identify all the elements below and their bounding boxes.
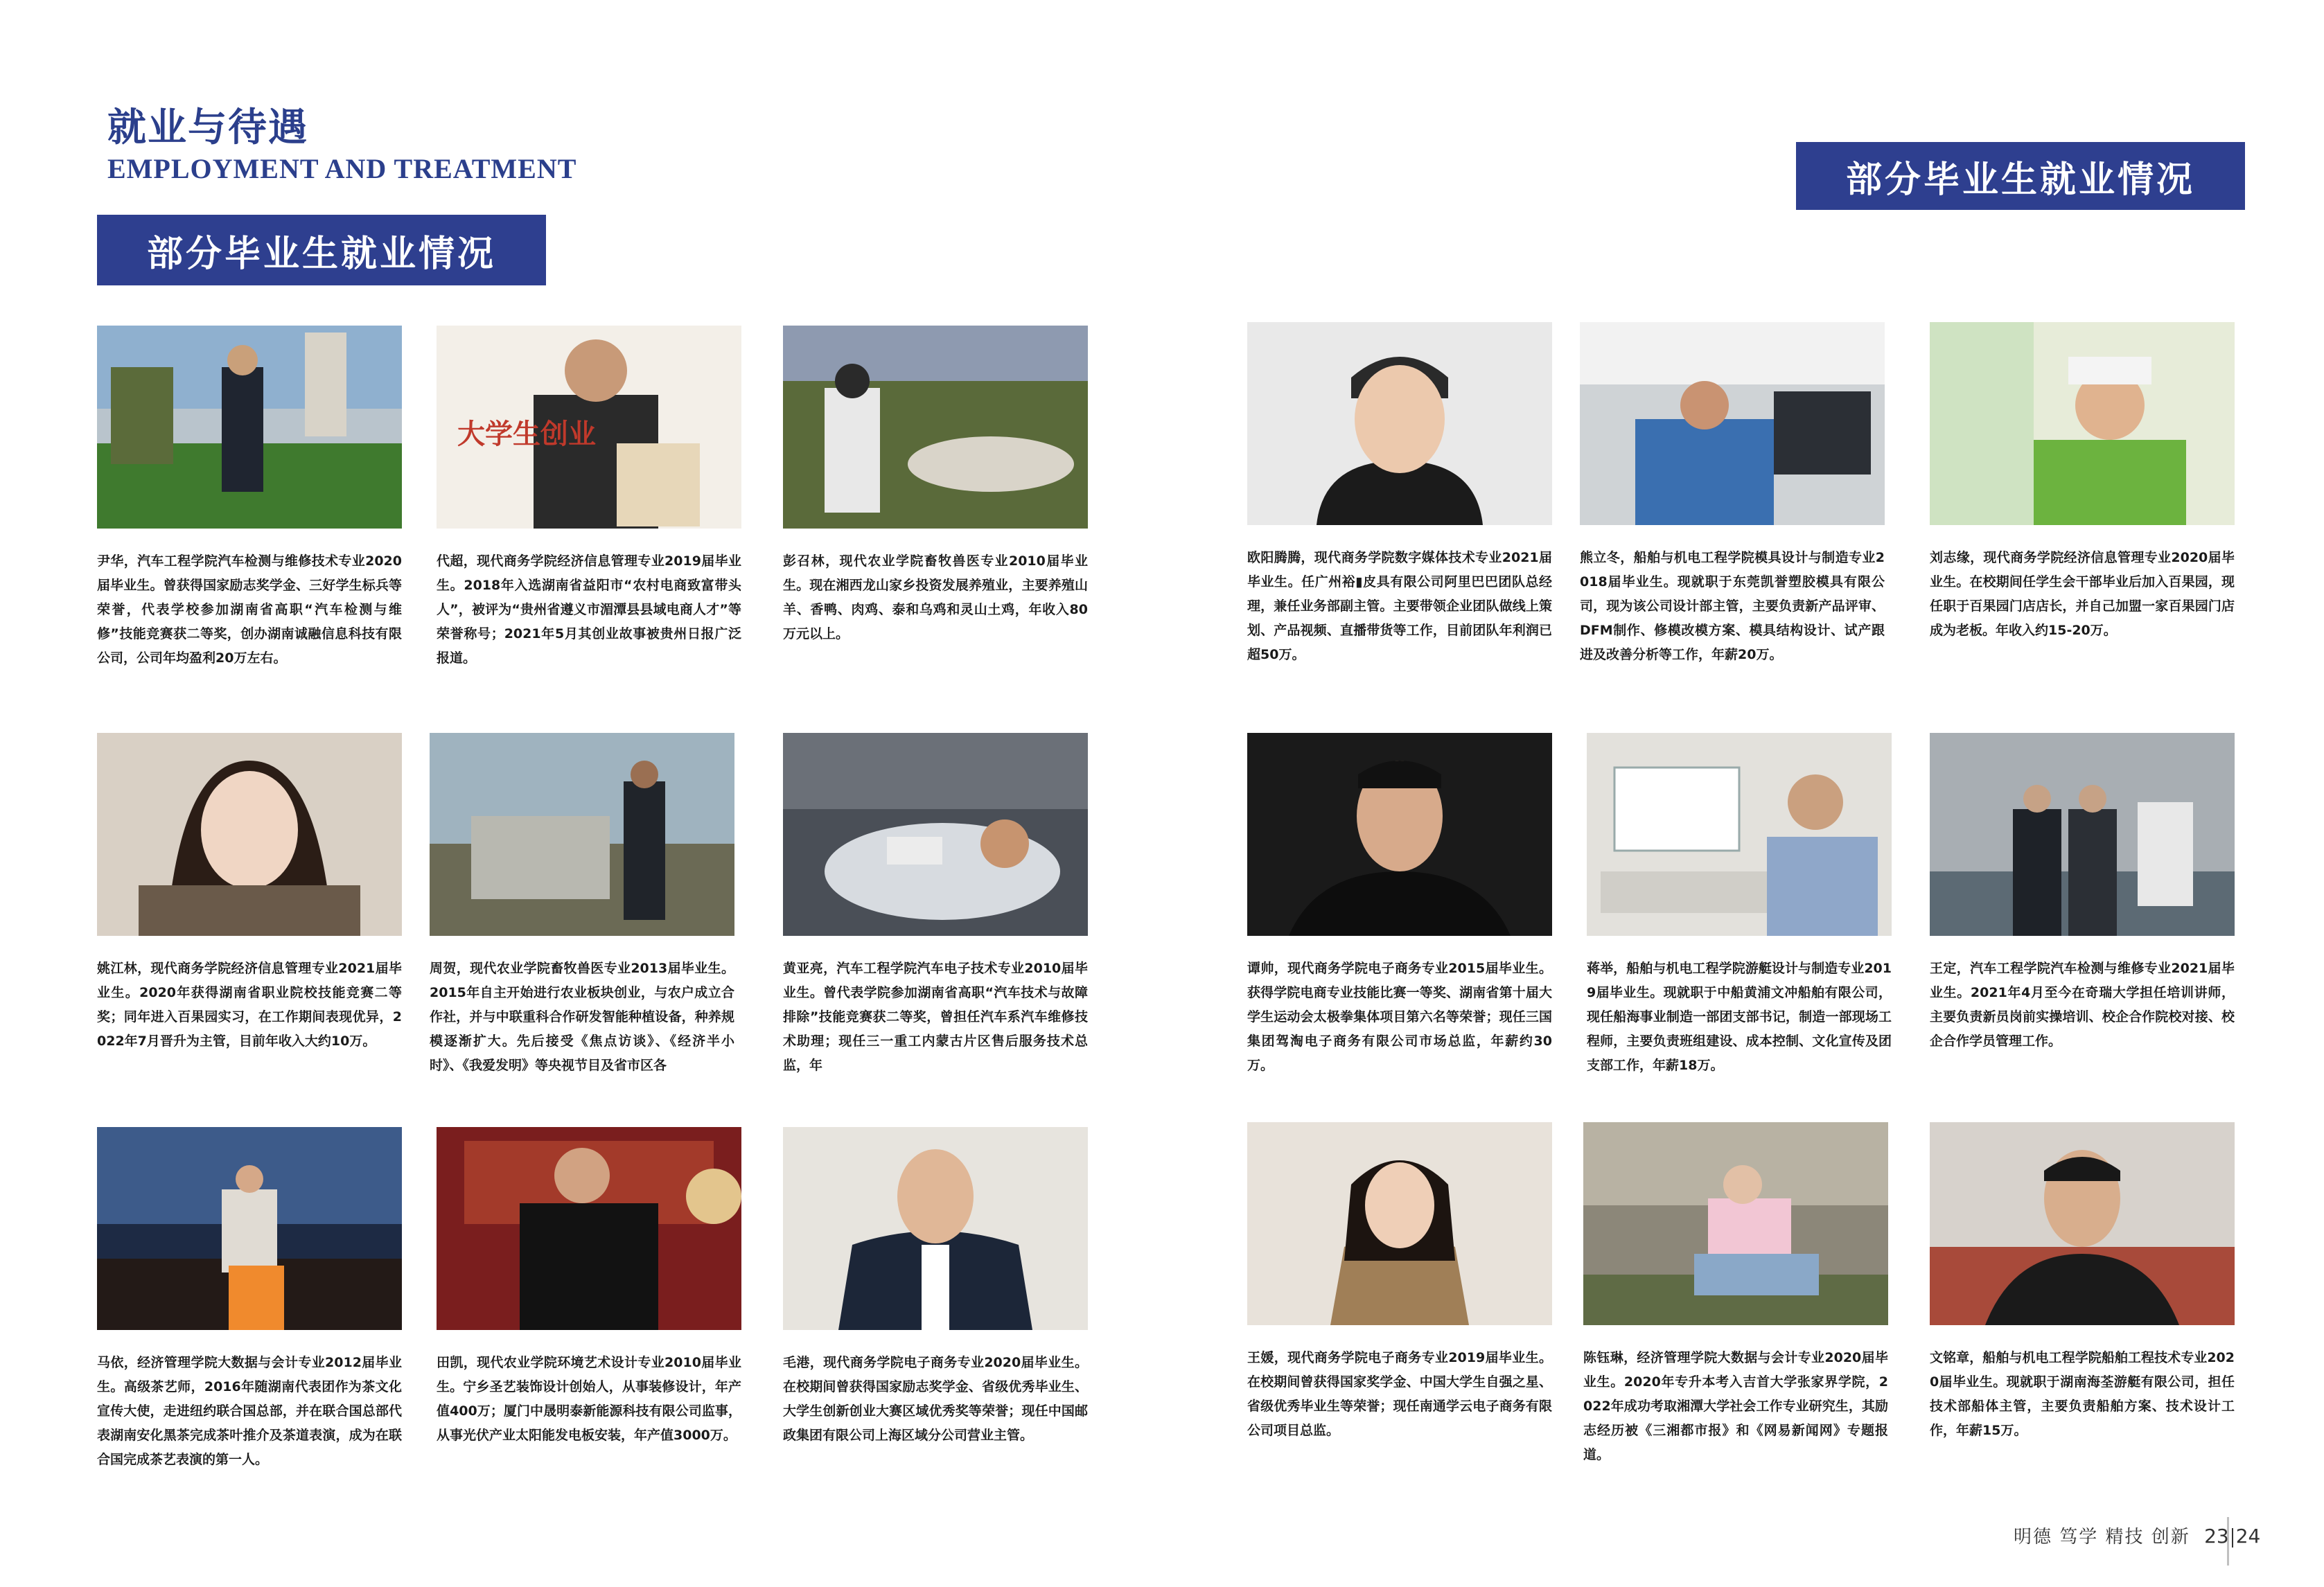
page-number-left: 23 xyxy=(2204,1525,2229,1548)
profile-card xyxy=(430,733,734,1078)
section-title-en: EMPLOYMENT AND TREATMENT xyxy=(107,153,577,184)
profile-photo xyxy=(1587,733,1892,936)
profile-photo xyxy=(437,326,741,529)
profile-card xyxy=(1587,733,1892,1078)
profile-caption: 彭召林，现代农业学院畜牧兽医专业2010届毕业生。现在湘西龙山家乡投资发展养殖业，主要养殖山羊、香鸭、肉鸡、泰和乌鸡和灵山土鸡，年收入80万元以上。 xyxy=(783,553,1088,641)
profile-card xyxy=(1583,1122,1888,1467)
profile-caption: 欧阳腾腾，现代商务学院数字媒体技术专业2021届毕业生。任广州裕▮皮具有限公司阿里巴巴团队总经理，兼任业务部副主管。主要带领企业团队做线上策划、产品视频、直播带货等工作，目前团队年利润已超50万。 xyxy=(1247,550,1552,662)
profile-card xyxy=(97,733,402,1054)
profile-caption: 王定，汽车工程学院汽车检测与维修专业2021届毕业生。2021年4月至今在奇瑞大学担任培训讲师，主要负责新员岗前实操培训、校企合作院校对接、校企合作学员管理工作。 xyxy=(1930,961,2235,1049)
profile-card xyxy=(1930,1122,2235,1443)
page-number-right: 24 xyxy=(2235,1525,2261,1548)
profile-card xyxy=(783,326,1088,646)
profile-caption: 代超，现代商务学院经济信息管理专业2019届毕业生。2018年入选湖南省益阳市“农村电商致富带头人”，被评为“贵州省遵义市湄潭县县域电商人才”等荣誉称号；2021年5月其创业故事被贵州日报广泛报道。 xyxy=(437,553,741,666)
profile-photo xyxy=(783,733,1088,936)
profile-photo xyxy=(1583,1122,1888,1325)
profile-caption: 刘志缘，现代商务学院经济信息管理专业2020届毕业生。在校期间任学生会干部毕业后加入百果园，现任职于百果园门店店长，并自己加盟一家百果园门店成为老板。年收入约15-20万。 xyxy=(1930,550,2235,638)
profile-photo xyxy=(430,733,734,936)
profile-photo xyxy=(1247,322,1552,525)
profile-photo xyxy=(1580,322,1885,525)
profile-caption: 马依，经济管理学院大数据与会计专业2012届毕业生。高级茶艺师，2016年随湖南代表团作为茶文化宣传大使，走进纽约联合国总部，并在联合国总部代表湖南安化黑茶完成茶叶推介及茶道表演，成为在联合国完成茶艺表演的第一人。 xyxy=(97,1355,402,1467)
profile-photo xyxy=(437,1127,741,1330)
profile-card xyxy=(1930,733,2235,1054)
profile-card xyxy=(783,1127,1088,1448)
profile-card xyxy=(1247,733,1552,1078)
page-number-separator xyxy=(2232,1528,2233,1548)
profile-photo xyxy=(1247,733,1552,936)
profile-photo xyxy=(1930,322,2235,525)
profile-photo xyxy=(97,326,402,529)
profile-card xyxy=(97,1127,402,1472)
section-title-cn: 就业与待遇 xyxy=(107,105,308,150)
profile-photo xyxy=(783,326,1088,529)
profile-caption: 陈钰琳，经济管理学院大数据与会计专业2020届毕业生。2020年专升本考入吉首大学张家界学院，2022年成功考取湘潭大学社会工作专业研究生，其励志经历被《三湘都市报》和《网易新闻网》专题报道。 xyxy=(1583,1350,1888,1462)
page-footer xyxy=(2014,1523,2260,1548)
profile-caption: 文铭章，船舶与机电工程学院船舶工程技术专业2020届毕业生。现就职于湖南海荃游艇有限公司，担任技术部船体主管，主要负责船舶方案、技术设计工作，年薪15万。 xyxy=(1930,1350,2235,1438)
school-motto: 明德 笃学 精技 创新 xyxy=(2014,1527,2190,1548)
profile-card xyxy=(97,326,402,671)
section-banner-left: 部分毕业生就业情况 xyxy=(97,215,546,285)
profile-card xyxy=(1580,322,1885,667)
profile-caption: 谭帅，现代商务学院电子商务专业2015届毕业生。获得学院电商专业技能比赛一等奖、湖南省第十届大学生运动会太极拳集体项目第六名等荣誉；现任三国集团驾淘电子商务有限公司市场总监，年薪约30万。 xyxy=(1247,961,1552,1073)
profile-card xyxy=(437,326,741,671)
profile-photo xyxy=(1930,1122,2235,1325)
profile-caption: 黄亚亮，汽车工程学院汽车电子技术专业2010届毕业生。曾代表学院参加湖南省高职“汽车技术与故障排除”技能竞赛获二等奖，曾担任汽车系汽车维修技术助理；现任三一重工内蒙古片区售后服务技术总监，年 xyxy=(783,961,1088,1073)
profile-card xyxy=(1930,322,2235,643)
profile-caption: 蒋举，船舶与机电工程学院游艇设计与制造专业2019届毕业生。现就职于中船黄浦文冲船舶有限公司，现任船海事业制造一部团支部书记，制造一部现场工程师，主要负责班组建设、成本控制、文化宣传及团支部工作，年薪18万。 xyxy=(1587,961,1892,1073)
profile-photo xyxy=(1930,733,2235,936)
profile-photo xyxy=(97,1127,402,1330)
profile-caption: 熊立冬，船舶与机电工程学院模具设计与制造专业2018届毕业生。现就职于东莞凯誉塑胶模具有限公司，现为该公司设计部主管，主要负责新产品评审、DFM制作、修模改模方案、模具结构设计、试产跟进及改善分析等工作，年薪20万。 xyxy=(1580,550,1885,662)
profile-photo xyxy=(97,733,402,936)
profile-caption: 尹华，汽车工程学院汽车检测与维修技术专业2020届毕业生。曾获得国家励志奖学金、三好学生标兵等荣誉，代表学校参加湖南省高职“汽车检测与维修”技能竞赛获二等奖，创办湖南诚融信息科技有限公司，公司年均盈利20万左右。 xyxy=(97,553,402,666)
profile-caption: 姚江林，现代商务学院经济信息管理专业2021届毕业生。2020年获得湖南省职业院校技能竞赛二等奖；同年进入百果园实习，在工作期间表现优异，2022年7月晋升为主管，目前年收入大约10万。 xyxy=(97,961,402,1049)
profile-caption: 毛港，现代商务学院电子商务专业2020届毕业生。在校期间曾获得国家励志奖学金、省级优秀毕业生、大学生创新创业大赛区域优秀奖等荣誉；现任中国邮政集团有限公司上海区域分公司营业主管。 xyxy=(783,1355,1088,1443)
profile-photo xyxy=(1247,1122,1552,1325)
profile-card xyxy=(1247,1122,1552,1443)
profile-caption: 周贺，现代农业学院畜牧兽医专业2013届毕业生。2015年自主开始进行农业板块创业，与农户成立合作社，并与中联重科合作研发智能种植设备，种养规模逐渐扩大。先后接受《焦点访谈》、《经济半小时》、《我爱发明》等央视节目及省市区各 xyxy=(430,961,734,1073)
profile-card xyxy=(1247,322,1552,667)
profile-card xyxy=(783,733,1088,1078)
profile-caption: 田凯，现代农业学院环境艺术设计专业2010届毕业生。宁乡圣艺装饰设计创始人，从事装修设计，年产值400万；厦门中晟明泰新能源科技有限公司监事，从事光伏产业太阳能发电板安装，年产值3000万。 xyxy=(437,1355,741,1443)
profile-caption: 王媛，现代商务学院电子商务专业2019届毕业生。在校期间曾获得国家奖学金、中国大学生自强之星、省级优秀毕业生等荣誉；现任南通学云电子商务有限公司项目总监。 xyxy=(1247,1350,1552,1438)
photo-overlay-text: 大学生创业 xyxy=(457,418,596,450)
profile-card xyxy=(437,1127,741,1448)
section-banner-right: 部分毕业生就业情况 xyxy=(1796,142,2245,210)
profile-photo xyxy=(783,1127,1088,1330)
